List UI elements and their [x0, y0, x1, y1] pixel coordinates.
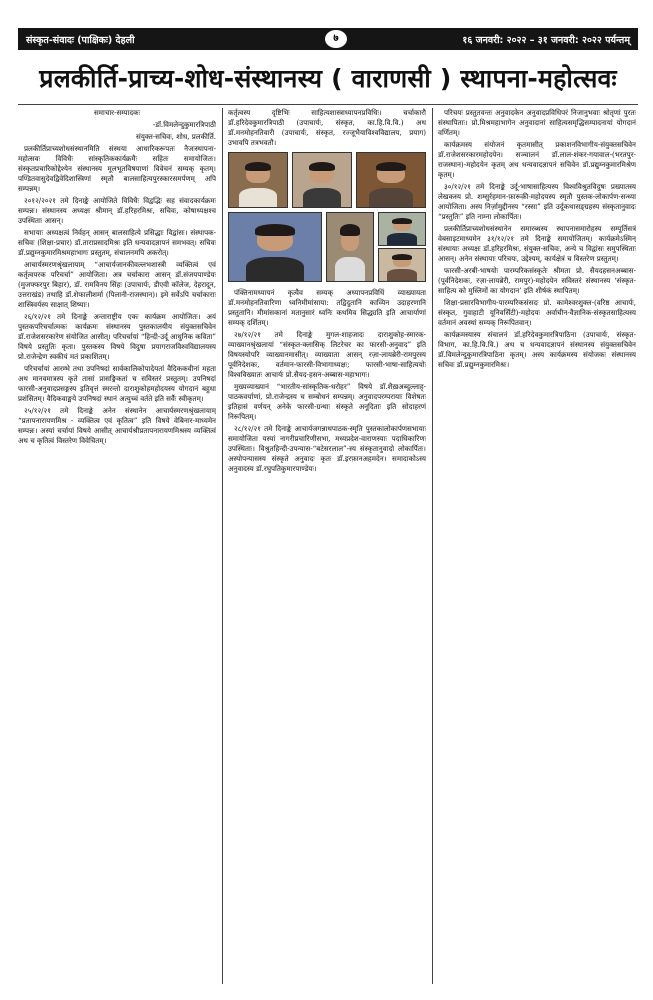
paragraph: प्रलकीर्तिप्राच्यशोधसंस्थानेन समारब्धस्य स्थापनासमारोहस्य सम्पूर्तिसत्रं वेबसाइटमाध्यमेन ३१/१२/२१ तमे दिनाङ्के समायोजितम्। कार्यक्रमेऽस्मिन् संस्थायाः अध्यक्षः डॉ.हरिहरमिश्रः, संयुक्त-सचिवः, अन्ये च विद्वांसः समुपस्थिताः आसन्। अनेन संस्थायाः परिचयः, उद्देश्यम्, कार्यक्षेत्रं च विस्तरेण प्रस्तुतम्।	[438, 224, 636, 263]
paragraph: प्रलकीर्तिप्राच्यशोधसंस्थानमिति संस्थया आधारिकरूपतः नैजःस्थापना-महोत्सवः विविधैः सांस्कृतिककार्यक्रमैः सहितः समायोजितः। संस्कृतप्रचारिकोद्देश्येन संस्थानस्य मूलभूतविषयाणां विवेचनं सम्यक् कृतम्। पण्डितवासुदेवद्विवेदिशास्त्रिणां स्मृतौ बालसाहित्यपुरस्कारसमर्पणम् अपि सम्पन्नम्।	[18, 144, 216, 193]
hair-shape	[376, 162, 406, 172]
paragraph: २५/१२/२१ तमे दिनाङ्के अनेन संस्थानेन आचार्यस्मरणश्रृंखलायाम् “प्रतापनारायणमिश्र - व्यक्तित्व एवं कृतित्व” इति विषये वेबिनार-माध्यमेन सम्पन्नः। अस्यां चर्चायां विषये आसीत् आचार्यश्रीप्रतापनारायणमिश्रस्य व्यक्तित्वं अथ च कृतित्वं विस्तरेण विवेचितम्।	[18, 406, 216, 445]
hair-shape	[255, 224, 295, 236]
paragraph: ३०/१२/२१ तमे दिनाङ्के उर्दू-भाषासाहित्यस्य विश्वविश्रुतविदुषः प्रख्यातस्य लेखकस्य प्रो. शम्सुर्रहमान-फ़ारूक़ी-महोदयस्य स्मृतौ पुस्तक-लोकार्पण-सन्ध्या आयोजिता। अस्य निर्ज़ामुद्दीनस्य “रस्सा” इति उर्दूकथासङ्ग्रहस्य संस्कृतानुवादः “प्रस्तुतिः” इति नाम्ना लोकार्पितः।	[438, 182, 636, 221]
elder-speaker-photo	[228, 152, 288, 208]
paragraph: शिक्षा-प्रसारविभागीय-पारम्परिकसंसदः प्रो. कामेश्वरशुक्ल-(वरिष्ठ आचार्यः, संस्कृत, गुवाहाटी यूनिवर्सिटी)-महोदयः अर्वाचीन-वैज्ञानिक-संस्कृतसाहित्यस्य वर्तमानं अवस्थां सम्यक् निरूपितवान्।	[438, 298, 636, 327]
torso-shape	[387, 269, 416, 281]
byline-label: समाचार-सम्पादकः	[93, 108, 141, 117]
paragraph: सभायाः अध्यक्षत्वं निर्वहन् आसन् बालसाहित्ये प्रसिद्धाः विद्वांसः। संस्थापक-सचिवः (शिक्षा-प्रचार) डॉ.ताराप्रसादमिश्रः इति धन्यवादज्ञापनं समभवत्। सचिवः डॉ.प्रद्युम्नकुमारमिश्रमहाभागः प्रस्तुतम्, संचालनमपि अकरोत्।	[18, 228, 216, 257]
speaker-photo-4	[228, 212, 322, 282]
column-3	[438, 108, 636, 984]
page-number: ७	[325, 30, 347, 48]
publication-name: संस्कृत-संवादः (पाक्षिकः) देहली	[26, 35, 135, 46]
paragraph: परिचयः प्रस्तुतवन्तः अनुवादकेन अनुवादप्रविधिपरं निजानुभवाः श्रोतृणां पुरतः संस्थापिताः। प्रो.मिश्रमहाभागेन अनुवादानां साहित्यसमृद्धिसम्पादनायां योगदानं वर्णितम्।	[438, 108, 636, 137]
byline-name: -डॉ.विमलेन्दुकुमारत्रिपाठी	[152, 120, 216, 129]
paragraph: कार्यक्रमस्य संयोजनं कृतमासीत् प्रकाशनविभागीय-संयुक्तसचिवेन डॉ.राजेशसरकारमहोदयेन। सञ्चालनं डॉ.लाल-शंकर-गयावाल-(भरतपुर-राजस्थान)-महोदयेन कृतम् अथ धन्यवादज्ञापनं सचिवेन डॉ.प्रद्युम्नकुमारमिश्रेण कृतम्।	[438, 140, 636, 179]
speaker-photo-3	[356, 152, 426, 208]
headline-rule	[18, 104, 638, 105]
speaker-photo-6	[378, 212, 426, 246]
paragraph: २८/१२/२१ तमे दिनाङ्के आचार्यजगन्नाथपाठक-स्मृति पुस्तकालोकार्पणसभायाः समायोजिता यस्यां नागरीप्रचारिणीसभा, मध्यप्रदेश-वाराणस्याः पदाधिकारिणः उपस्थिताः। विश्रुतहिन्दी-उपन्यास-“बटेसरलाल”-स्य संस्कृतानुवादो लोकार्पितः। अस्योपन्यासस्य संस्कृते अनुवादः कृतः डॉ.इरफ़ानअहमदेन। समादाकोऽस्य अनुवादस्य डॉ.रघुपतिकुमारपाण्डेयः।	[228, 424, 426, 473]
speaker-photo-2	[292, 152, 352, 208]
article-headline: प्रलकीर्ति-प्राच्य-शोध-संस्थानस्य ( वाराणसी ) स्थापना-महोत्सवः	[39, 64, 617, 93]
hair-shape	[340, 224, 360, 236]
byline-role: संयुक्त-सचिवः, शोध, प्रलकीर्ति.	[136, 132, 216, 141]
column-2	[228, 288, 426, 984]
torso-shape	[335, 257, 364, 281]
hair-shape	[309, 162, 335, 172]
column-2-intro: कर्तृत्वस्य दृष्टिभिः साहित्यशास्त्राध्यापनप्रविधिः। चर्चाकारौ डॉ.हरिदेवकुमारत्रिपाठी (उपाचार्यः, संस्कृत, का.हि.वि.वि.) अथ डॉ.मनमोहनतिवारी (उपाचार्यः, संस्कृत, रज्जूभैयाविश्वविद्यालय, प्रयाग) उभावपि तत्रभवतौ।	[228, 108, 426, 147]
column-1	[18, 108, 216, 984]
hair-shape	[392, 218, 412, 224]
photo-collage	[228, 152, 426, 282]
paragraph: परिचर्चायां आरम्भे तथा उपनिषदां सार्वकालिकोपादेयतां वैदिककवीनां महता अथ मानवमात्रस्य कृते तासां प्रासङ्गिकतां च सविस्तरं प्रस्तुतम्। उपनिषदां फारसी-अनुवादप्रसङ्गस्य इतिवृत्तं स्मरन्तो दाराशुकोहमहोदयस्य योगदानं बहुधा प्रशंसितम्। वैदिकवाङ्मये उपनिषदां स्थानं अत्युच्चं वर्तते इति सर्वैः स्वीकृतम्।	[18, 364, 216, 403]
paragraph: २७/१२/२१ तमे दिनाङ्के मुगल-शाहजादः दाराशुकोह-स्मारक-व्याख्यानश्रृंखलायां “संस्कृत-क्लासिक् लिटरेचर का फारसी-अनुवाद” इति विषयस्योपरि व्याख्यानमासीत्। व्याख्याता आसन् रज़ा-लायब्रेरी-रामपुरस्य पूर्वनिदेशकः, वर्तमान-फारसी-विभागाध्यक्षः; फारसी-भाषा-साहित्ययोः विश्वविख्यातः आचार्यः प्रो.सैयद-हसन-अब्बास-महाभागः।	[228, 330, 426, 379]
speaker-photo-5	[326, 212, 374, 282]
torso-shape	[303, 188, 340, 207]
column-divider	[222, 108, 223, 984]
paragraph: आचार्यस्मरणश्रृंखलायाम् “आचार्यजानकीवल्लभशास्त्री व्यक्तित्वं एवं कर्तृत्वपरक परिचर्चा” आयोजिता। अत्र चर्चाकारा आसन् डॉ.संजयपाण्डेयः (मुजफ्फरपुर बिहार), डॉ. रामविनय सिंहः (उपाचार्यः, डीएवी कॉलेज, देहरादून, उत्तराखंड) तथाहि डॉ.शेफालीशर्मा (पिलानी-राजस्थान)। इमे सर्वेऽपि चर्चाकाराः शास्त्रिवर्यस्य साक्षात् शिष्याः।	[18, 260, 216, 309]
masthead-bar	[18, 28, 638, 50]
torso-shape	[387, 233, 416, 245]
hair-shape	[245, 162, 271, 172]
torso-shape	[239, 188, 276, 207]
paragraph: २०१२/२०२१ तमे दिनाङ्के आयोजिते विविधैः विद्वद्भिः सह संवादकार्यक्रमः सम्पन्नः। संस्थानस्य अध्यक्षः श्रीमान् डॉ.हरिहरमिश्रः, सचिवः, कोषाध्यक्षश्च उपस्थिताः आसन्।	[18, 196, 216, 225]
torso-shape	[246, 257, 305, 281]
hair-shape	[392, 254, 412, 260]
paragraph: पंक्तिनामध्यायनं कृत्वैव सम्यक् अध्यापनप्रविधिं व्याख्यायता डॉ.मनमोहनतिवारिणा ध्वनिमीमांसाया: तद्विदुतानि काव्यिन उदाहरणानि प्रस्तुतानि। मीमांसकानां मतानुसारं ध्वनिः कथमिव सिद्ध्यति इति आचार्याणां सम्यक् दर्शितम्।	[228, 288, 426, 327]
torso-shape	[369, 188, 413, 207]
issue-date-range: १६ जनवरी: २०२२ – ३१ जनवरी: २०२२ पर्यन्तम्	[462, 35, 630, 46]
newspaper-page	[18, 28, 638, 984]
paragraph: फारसी-अरबी-भाषयोः पारम्परिकसंस्कृतेः श्रीमता प्रो. सैयदहसनअब्बास-(पूर्वनिदेशकः, रज़ा-लायब्रेरी, रामपुर)-महोदयेन सविस्तरं संस्थानस्य ‘संस्कृत-साहित्य को मुस्लिमों का योगदान’ इति शीर्षकं स्थापितम्।	[438, 266, 636, 295]
paragraph: मुख्यव्याख्यानं “भारतीय-सांस्कृतिक-धरोहर” विषये डॉ.शैख़अब्दुल्लाह्-पाठकवर्याणां, प्रो.राजेन्द्रस्य च सम्बोधनं सम्पन्नम्। अनुवादपरम्परायाः विशेषतः इतिहासं वर्णयन् अनेके फारसी-ग्रन्थाः संस्कृते अनूदिताः इति सोदाहरणं निरूपितम्।	[228, 382, 426, 421]
paragraph: कार्यक्रमस्यास्य संचालनं डॉ.हरिदेवकुमारत्रिपाठिना (उपाचार्यः, संस्कृत-विभाग, का.हि.वि.वि.) अथ च धन्यवादज्ञापनं संस्थानस्य संयुक्तसचिवेन डॉ.विमलेन्दुकुमारत्रिपाठिना कृतम्। अस्य कार्यक्रमस्य संयोजकः संस्थानस्य सचिवः डॉ.प्रद्युम्नकुमारमिश्रः।	[438, 330, 636, 369]
speaker-photo-7	[378, 248, 426, 282]
paragraph: २६/१२/२१ तमे दिनाङ्के अन्ताराष्ट्रीय एकः कार्यक्रम आयोजितः। अयं पुस्तकपरिचर्चात्मकः कार्यक्रमः संस्थानस्य पुस्तकालयीय संयुक्तसचिवेन डॉ.राजेशसरकारेण संयोजित आसीत्। परिचर्चायां “हिन्दी-उर्दू आधुनिक कविता” विषये प्रस्तुतिः कृता। पुस्तकस्य विषये विदुषा प्रयागराजविश्वविद्यालयस्य प्रो.राजेन्द्रेण स्वकीयं मतं प्रकाशितम्।	[18, 312, 216, 361]
column-divider	[432, 108, 433, 984]
